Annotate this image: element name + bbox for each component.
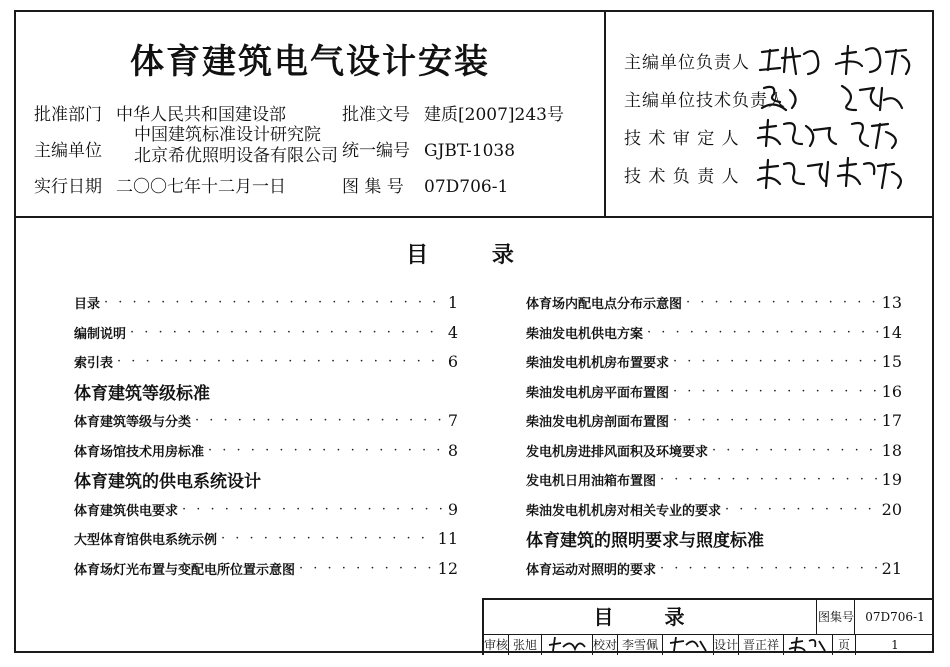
toc-entry-title: 体育场馆技术用房标准 <box>74 444 205 460</box>
toc-entry-page: 14 <box>881 322 902 342</box>
toc-entry-title: 发电机房进排风面积及环境要求 <box>526 444 709 460</box>
check-name: 李雪佩 <box>618 635 663 655</box>
design-signature <box>784 635 833 655</box>
editor-values <box>134 125 338 167</box>
toc-entry-title: 柴油发电机房剖面布置图 <box>526 415 670 431</box>
check-label: 校对 <box>593 635 618 655</box>
check-signature-image <box>666 635 710 653</box>
toc-entry[interactable] <box>74 318 458 348</box>
toc-column-left <box>74 288 458 583</box>
responsible-label-3: 技 术 审 定 人 <box>624 129 740 149</box>
review-label: 审核 <box>484 635 509 655</box>
design-signature-image <box>787 635 829 653</box>
title-block-bottom <box>484 635 934 655</box>
review-signature <box>542 635 593 655</box>
header-block <box>16 12 932 218</box>
toc-entry-title: 索引表 <box>74 356 114 372</box>
effective-label: 实行日期 <box>34 177 102 197</box>
toc-entry-title: 体育运动对照明的要求 <box>526 562 657 578</box>
responsible-label-4: 技 术 负 责 人 <box>624 167 740 187</box>
approval-dept-label: 批准部门 <box>34 105 102 125</box>
editor-row <box>34 136 116 161</box>
toc-entry[interactable] <box>74 524 458 554</box>
atlas-title: 体育建筑电气设计安装 <box>130 42 490 82</box>
review-signature-image <box>545 635 589 653</box>
toc-leader-dots <box>673 384 880 399</box>
toc-entry-title: 体育建筑等级与分类 <box>74 415 192 431</box>
approval-dept-value: 中华人民共和国建设部 <box>116 105 286 125</box>
toc-entry-page: 17 <box>881 411 902 431</box>
atlas-no-cell-value: 07D706-1 <box>865 610 925 624</box>
toc-entry-title: 大型体育馆供电系统示例 <box>74 533 218 549</box>
toc-entry-title: 柴油发电机供电方案 <box>526 326 644 342</box>
toc-section-heading: 体育建筑等级标准 <box>74 383 210 404</box>
toc-entry[interactable] <box>74 554 458 584</box>
editor-value-2: 北京希优照明设备有限公司 <box>134 146 338 166</box>
toc-entry-page: 21 <box>881 558 902 578</box>
toc-leader-dots <box>130 325 442 340</box>
toc-entry-title: 体育场灯光布置与变配电所位置示意图 <box>74 562 296 578</box>
editor-value-1: 中国建筑标准设计研究院 <box>134 125 321 145</box>
toc-leader-dots <box>195 413 442 428</box>
toc-leader-dots <box>686 295 880 310</box>
responsible-label-2: 主编单位技术负责人 <box>624 91 786 111</box>
toc-entry[interactable] <box>74 347 458 377</box>
responsible-row-3 <box>624 124 774 149</box>
signature-image-4 <box>756 154 926 192</box>
toc-leader-dots <box>182 502 442 517</box>
toc-leader-dots <box>660 472 880 487</box>
unified-no-row <box>342 136 515 161</box>
toc-leader-dots <box>299 561 436 576</box>
signature-image-1 <box>756 40 926 80</box>
atlas-no-cell-label: 图集号 <box>818 610 855 624</box>
page-value: 1 <box>891 638 899 652</box>
toc-entry-page: 8 <box>447 440 458 460</box>
design-name: 晋正祥 <box>739 635 784 655</box>
title-block-name: 目 录 <box>484 600 817 634</box>
approval-no-row <box>342 100 564 125</box>
toc-entry-title: 柴油发电机机房布置要求 <box>526 356 670 372</box>
toc-entry-title: 目录 <box>74 297 101 313</box>
toc-leader-dots <box>712 443 880 458</box>
toc-entry-page: 15 <box>881 352 902 372</box>
toc-leader-dots <box>104 295 442 310</box>
header-right <box>606 12 932 216</box>
page-label: 页 <box>833 635 856 655</box>
editor-label: 主编单位 <box>34 141 102 161</box>
toc-entry[interactable] <box>526 288 902 318</box>
toc-leader-dots <box>208 443 442 458</box>
responsible-label-1: 主编单位负责人 <box>624 53 750 73</box>
toc-entry-title: 编制说明 <box>74 326 127 342</box>
toc-entry-title: 体育场内配电点分布示意图 <box>526 297 683 313</box>
toc-entry-page: 9 <box>447 499 458 519</box>
toc-entry[interactable] <box>74 436 458 466</box>
toc-entry[interactable] <box>526 377 902 407</box>
toc-entry-page: 19 <box>881 470 902 490</box>
approval-no-label: 批准文号 <box>342 105 410 125</box>
toc-entry-title: 柴油发电机房平面布置图 <box>526 385 670 401</box>
toc-leader-dots <box>117 354 442 369</box>
toc-entry[interactable] <box>526 554 902 584</box>
toc-entry-title: 体育建筑供电要求 <box>74 503 179 519</box>
signature-image-3 <box>756 116 926 152</box>
toc-leader-dots <box>673 413 880 428</box>
toc-entry[interactable] <box>74 495 458 525</box>
title-block-top <box>484 600 934 635</box>
design-label: 设计 <box>714 635 739 655</box>
drawing-frame <box>14 10 934 653</box>
atlas-no-row <box>342 172 508 197</box>
toc-leader-dots <box>647 325 880 340</box>
atlas-no-value: 07D706-1 <box>424 177 509 197</box>
toc-entry[interactable] <box>526 406 902 436</box>
toc-entry-title: 发电机日用油箱布置图 <box>526 474 657 490</box>
toc-entry-page: 12 <box>437 558 458 578</box>
toc-leader-dots <box>221 531 436 546</box>
approval-dept-row <box>34 100 286 125</box>
toc-column-right <box>526 288 902 583</box>
toc-entry-page: 7 <box>447 411 458 431</box>
check-signature <box>663 635 714 655</box>
atlas-no-label: 图 集 号 <box>342 177 404 197</box>
toc-entry-page: 13 <box>881 293 902 313</box>
responsible-row-4 <box>624 162 774 187</box>
title-block-divider <box>854 600 855 634</box>
toc-title: 目 录 <box>406 242 542 268</box>
signature-image-2 <box>756 80 926 116</box>
toc-leader-dots <box>725 502 880 517</box>
toc-entry[interactable] <box>526 318 902 348</box>
effective-row <box>34 172 286 197</box>
toc-entry-page: 16 <box>881 381 902 401</box>
unified-no-label: 统一编号 <box>342 141 410 161</box>
toc-entry-page: 1 <box>447 293 458 313</box>
toc-section-heading: 体育建筑的照明要求与照度标准 <box>526 531 764 552</box>
header-left <box>16 12 606 216</box>
toc-section-heading: 体育建筑的供电系统设计 <box>74 472 261 493</box>
title-block <box>482 598 934 655</box>
effective-value: 二〇〇七年十二月一日 <box>116 177 286 197</box>
responsible-row-1 <box>624 48 774 73</box>
approval-no-value: 建质[2007]243号 <box>424 105 564 125</box>
toc-entry-page: 18 <box>881 440 902 460</box>
review-name: 张旭 <box>509 635 542 655</box>
toc-entry[interactable] <box>526 436 902 466</box>
toc-entry[interactable] <box>74 406 458 436</box>
toc-entry-page: 4 <box>447 322 458 342</box>
toc-entry[interactable] <box>74 288 458 318</box>
toc-leader-dots <box>660 561 880 576</box>
responsible-row-2 <box>624 86 786 111</box>
toc-leader-dots <box>673 354 880 369</box>
unified-no-value: GJBT-1038 <box>424 141 516 161</box>
toc-entry-page: 20 <box>881 499 902 519</box>
toc-entry[interactable] <box>526 465 902 495</box>
toc-entry-page: 6 <box>447 352 458 372</box>
toc-entry[interactable] <box>526 347 902 377</box>
toc-entry-title: 柴油发电机机房对相关专业的要求 <box>526 503 722 519</box>
toc-entry[interactable] <box>526 495 902 525</box>
toc-entry-page: 11 <box>437 529 458 549</box>
